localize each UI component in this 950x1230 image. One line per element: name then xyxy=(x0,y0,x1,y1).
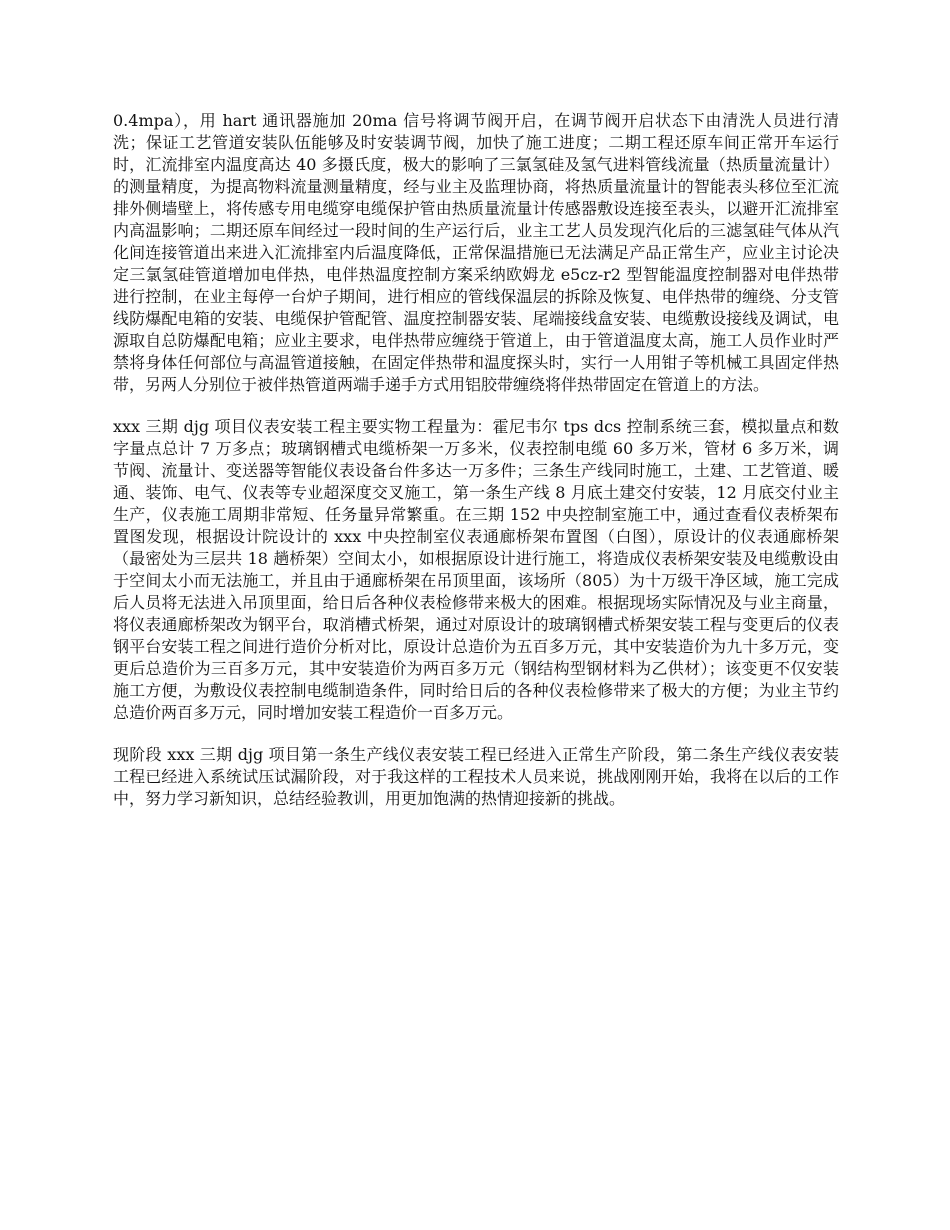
paragraph-2: xxx 三期 djg 项目仪表安装工程主要实物工程量为：霍尼韦尔 tps dcs 控制系统三套，模拟量点和数字量点总计 7 万多点；玻璃钢槽式电缆桥架一万多米，仪表控制电缆 60 多万米，管材 6 多万米，调节阀、流量计、变送器等智能仪表设备台件多达一万多件；三条生产线同时施工，土建、工艺管道、暖通、装饰、电气、仪表等专业超深度交叉施工，第一条生产线 8 月底土建交付安装，12 月底交付业主生产，仪表施工周期非常短、任务量异常繁重。在三期 152 中央控制室施工中，通过查看仪表桥架布置图发现，根据设计院设计的 xxx 中央控制室仪表通廊桥架布置图（白图），原设计的仪表通廊桥架（最密处为三层共 18 趟桥架）空间太小，如根据原设计进行施工，将造成仪表桥架安装及电缆敷设由于空间太小而无法施工，并且由于通廊桥架在吊顶里面，该场所（805）为十万级干净区域，施工完成后人员将无法进入吊顶里面，给日后各种仪表检修带来极大的困难。根据现场实际情况及与业主商量，将仪表通廊桥架改为钢平台，取消槽式桥架，通过对原设计的玻璃钢槽式桥架安装工程与变更后的仪表钢平台安装工程之间进行造价分析对比，原设计总造价为五百多万元，其中安装造价为九十多万元，变更后总造价为三百多万元，其中安装造价为两百多万元（钢结构型钢材料为乙供材）；该变更不仅安装施工方便，为敷设仪表控制电缆制造条件，同时给日后的各种仪表检修带来了极大的方便；为业主节约总造价两百多万元，同时增加安装工程造价一百多万元。 xyxy=(113,417,839,722)
paragraph-3: 现阶段 xxx 三期 djg 项目第一条生产线仪表安装工程已经进入正常生产阶段，第二条生产线仪表安装工程已经进入系统试压试漏阶段，对于我这样的工程技术人员来说，挑战刚刚开始，我将在以后的工作中，努力学习新知识，总结经验教训，用更加饱满的热情迎接新的挑战。 xyxy=(113,745,839,808)
document-body xyxy=(113,110,839,830)
paragraph-1: 0.4mpa），用 hart 通讯器施加 20ma 信号将调节阀开启，在调节阀开启状态下由清洗人员进行清洗；保证工艺管道安装队伍能够及时安装调节阀，加快了施工进度；二期工程还原车间正常开车运行时，汇流排室内温度高达 40 多摄氏度，极大的影响了三氯氢硅及氢气进料管线流量（热质量流量计）的测量精度，为提高物料流量测量精度，经与业主及监理协商，将热质量流量计的智能表头移位至汇流排外侧墙壁上，将传感专用电缆穿电缆保护管由热质量流量计传感器敷设连接至表头，以避开汇流排室内高温影响；二期还原车间经过一段时间的生产运行后，业主工艺人员发现汽化后的三滤氢硅气体从汽化间连接管道出来进入汇流排室内后温度降低，正常保温措施已无法满足产品正常生产，应业主讨论决定三氯氢硅管道增加电伴热，电伴热温度控制方案采纳欧姆龙 e5cz-r2 型智能温度控制器对电伴热带进行控制，在业主每停一台炉子期间，进行相应的管线保温层的拆除及恢复、电伴热带的缠绕、分支管线防爆配电箱的安装、电缆保护管配管、温度控制器安装、尾端接线盒安装、电缆敷设接线及调试，电源取自总防爆配电箱；应业主要求，电伴热带应缠绕于管道上，由于管道温度太高，施工人员作业时严禁将身体任何部位与高温管道接触，在固定伴热带和温度探头时，实行一人用钳子等机械工具固定伴热带，另两人分别位于被伴热管道两端手递手方式用铝胶带缠绕将伴热带固定在管道上的方法。 xyxy=(113,111,839,394)
